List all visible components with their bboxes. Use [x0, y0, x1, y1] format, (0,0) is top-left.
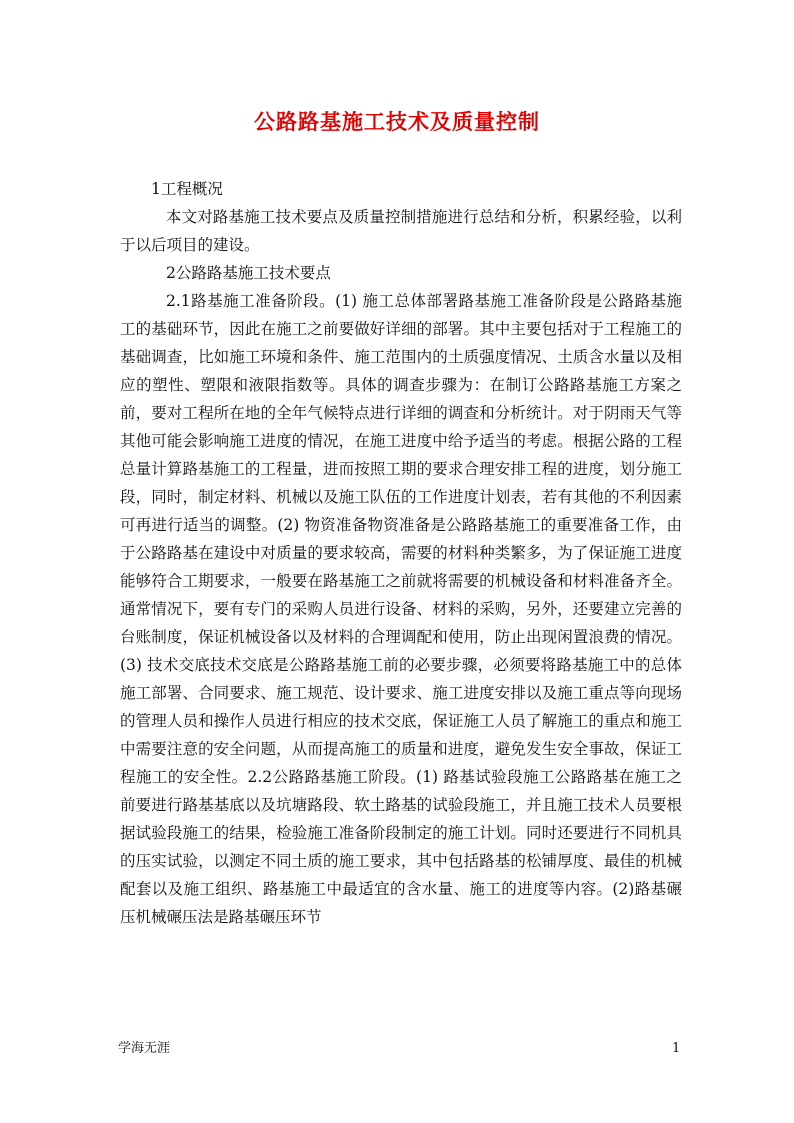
document-body: [120, 175, 682, 931]
page-number: 1: [672, 1041, 681, 1056]
section-heading-overview: 1工程概况: [151, 180, 223, 198]
document-title: 公路路基施工技术及质量控制: [254, 109, 540, 134]
footer-text: 学海无涯: [118, 1041, 171, 1056]
section-heading-key-points: 2公路路基施工技术要点: [166, 264, 331, 282]
paragraph-preparation-stage: 2.1路基施工准备阶段。(1) 施工总体部署路基施工准备阶段是公路路基施工的基础环节，因此在施工之前要做好详细的部署。其中主要包括对于工程施工的基础调查，比如施工环境和条件、施工范围内的土质强度情况、土质含水量以及相应的塑性、塑限和液限指数等。具体的调查步骤为：在制订公路路基施工方案之前，要对工程所在地的全年气候特点进行详细的调查和分析统计。对于阴雨天气等其他可能会影响施工进度的情况，在施工进度中给予适当的考虑。根据公路的工程总量计算路基施工的工程量，进而按照工期的要求合理安排工程的进度，划分施工段，同时，制定材料、机械以及施工队伍的工作进度计划表，若有其他的不利因素可再进行适当的调整。(2) 物资准备物资准备是公路路基施工的重要准备工作，由于公路路基在建设中对质量的要求较高，需要的材料种类繁多，为了保证施工进度能够符合工期要求，一般要在路基施工之前就将需要的机械设备和材料准备齐全。通常情况下，要有专门的采购人员进行设备、材料的采购，另外，还要建立完善的台账制度，保证机械设备以及材料的合理调配和使用，防止出现闲置浪费的情况。(3) 技术交底技术交底是公路路基施工前的必要步骤，必须要将路基施工中的总体施工部署、合同要求、施工规范、设计要求、施工进度安排以及施工重点等向现场的管理人员和操作人员进行相应的技术交底，保证施工人员了解施工的重点和施工中需要注意的安全问题，从而提高施工的质量和进度，避免发生安全事故，保证工程施工的安全性。2.2公路路基施工阶段。(1) 路基试验段施工公路路基在施工之前要进行路基基底以及坑塘路段、软土路基的试验段施工，并且施工技术人员要根据试验段施工的结果，检验施工准备阶段制定的施工计划。同时还要进行不同机具的压实试验，以测定不同土质的施工要求，其中包括路基的松铺厚度、最佳的机械配套以及施工组织、路基施工中最适宜的含水量、施工的进度等内容。(2)路基碾压机械碾压法是路基碾压环节: [120, 292, 682, 926]
paragraph-intro: 本文对路基施工技术要点及质量控制措施进行总结和分析，积累经验，以利于以后项目的建设。: [120, 208, 682, 254]
